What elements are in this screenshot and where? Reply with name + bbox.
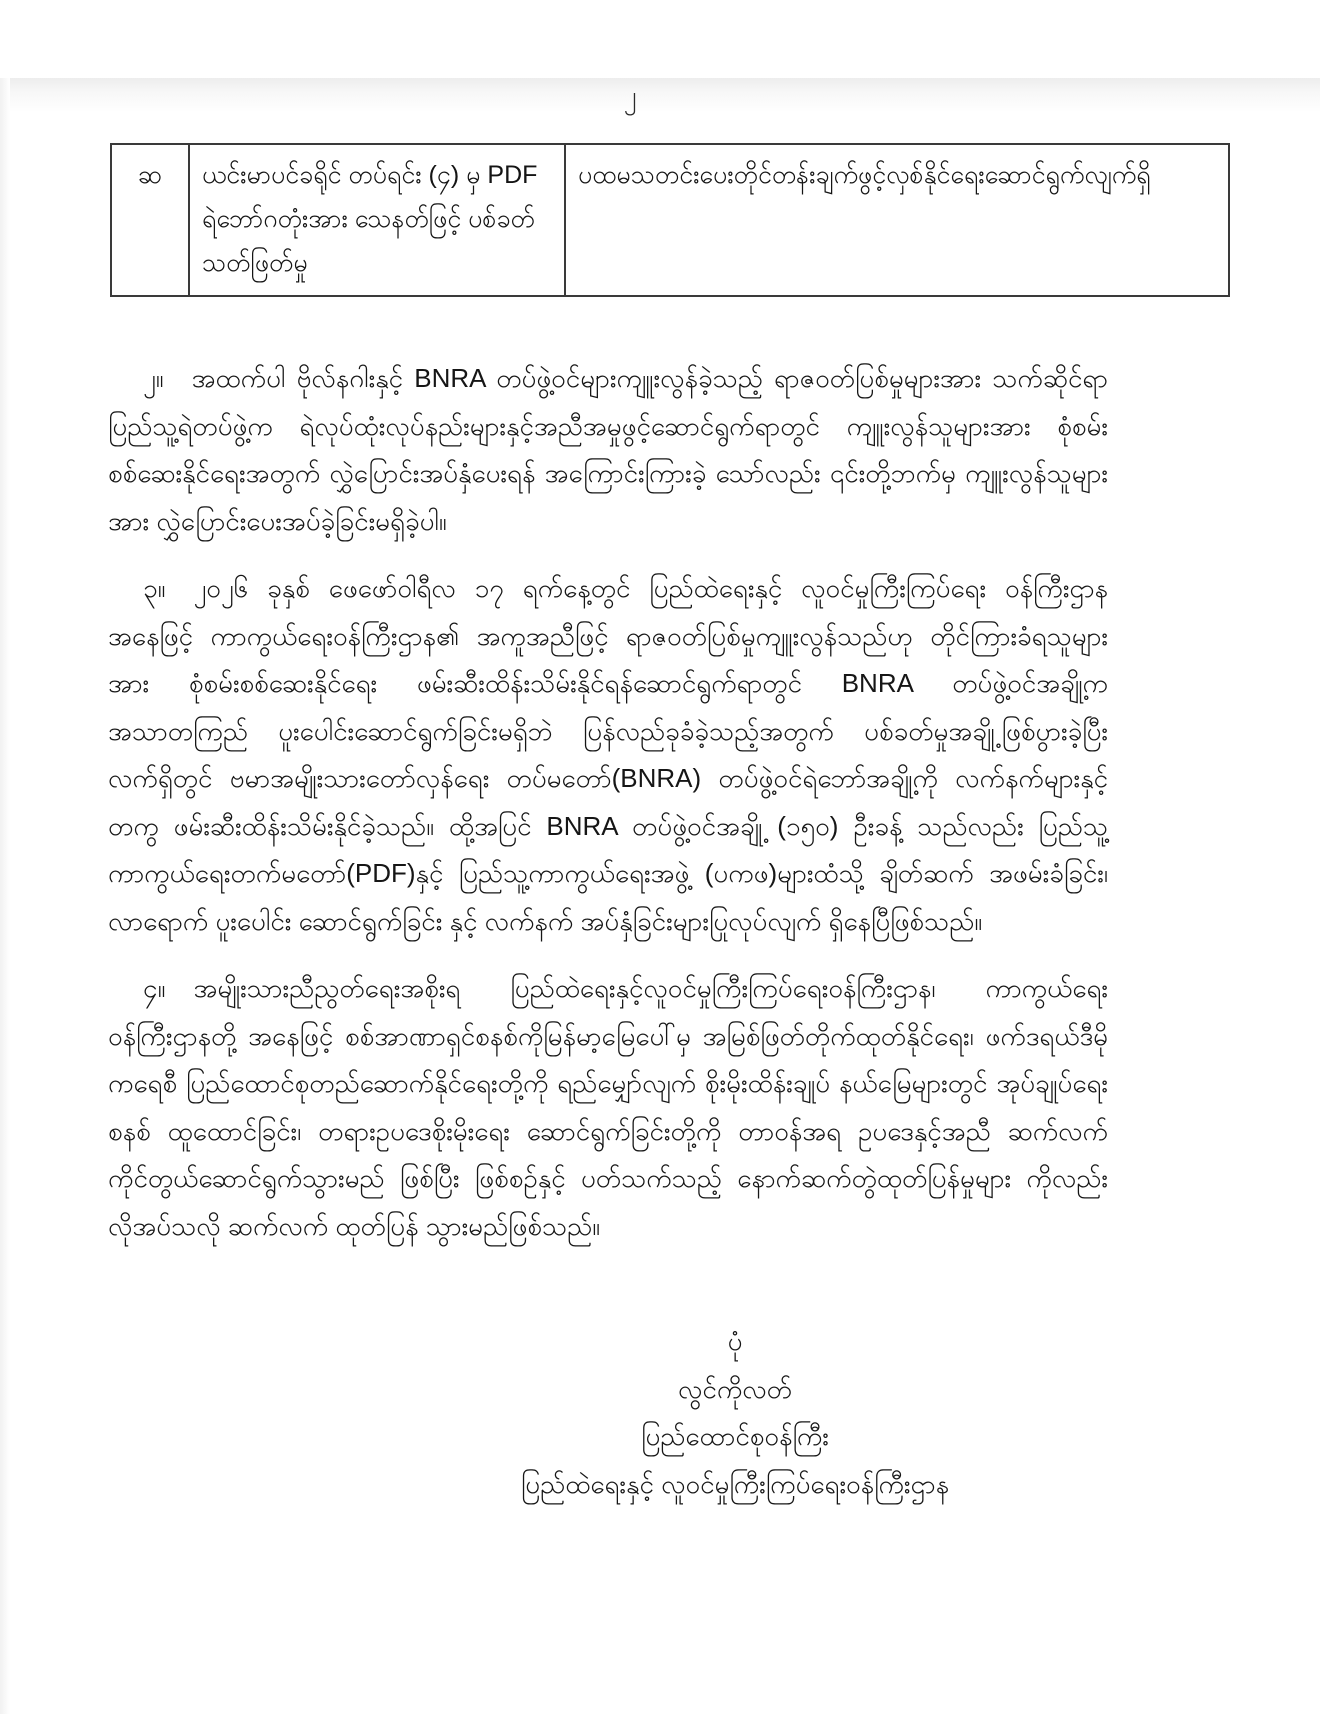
table-row (111, 144, 1229, 296)
page-number: ၂ (623, 80, 637, 110)
table-cell-case-description: ယင်းမာပင်ခရိုင် တပ်ရင်း (၄) မှ PDF ရဲဘော်ဂတုံးအား သေနတ်ဖြင့် ပစ်ခတ်သတ်ဖြတ်မှု (189, 144, 565, 296)
signatory-ministry: ပြည်ထဲရေးနှင့် လူဝင်မှုကြီးကြပ်ရေးဝန်ကြီးဌာန (520, 1468, 950, 1499)
paragraph-3-text: ၂၀၂၆ ခုနှစ် ဖေဖော်ဝါရီလ ၁၇ ရက်နေ့တွင် ပြည်ထဲရေးနှင့် လူဝင်မှုကြီးကြပ်ရေး ဝန်ကြီးဌာနအနေဖြင့် ကာကွယ်ရေးဝန်ကြီးဌာန၏ အကူအညီဖြင့် ရာဇဝတ်ပြစ်မှုကျူးလွန်သည်ဟု တိုင်ကြားခံရသူများအား စုံစမ်းစစ်ဆေးနိုင်ရေး ဖမ်းဆီးထိန်းသိမ်းနိုင်ရန်ဆောင်ရွက်ရာတွင် BNRA တပ်ဖွဲ့ဝင်အချို့က အသာတကြည် ပူးပေါင်းဆောင်ရွက်ခြင်းမရှိဘဲ ပြန်လည်ခုခံခဲ့သည့်အတွက် ပစ်ခတ်မှုအချို့ဖြစ်ပွားခဲ့ပြီး လက်ရှိတွင် ဗမာအမျိုးသားတော်လှန်ရေး တပ်မတော်(BNRA) တပ်ဖွဲ့ဝင်ရဲဘော်အချို့ကို လက်နက်များနှင့်တကွ ဖမ်းဆီးထိန်းသိမ်းနိုင်ခဲ့သည်။ ထို့အပြင် BNRA တပ်ဖွဲ့ဝင်အချို့ (၁၅၀) ဦးခန့် သည်လည်း ပြည်သူ့ကာကွယ်ရေးတက်မတော်(PDF)နှင့် ပြည်သူ့ကာကွယ်ရေးအဖွဲ့ (ပကဖ)များထံသို့ ချိတ်ဆက် အဖမ်းခံခြင်း၊ လာရောက် ပူးပေါင်း ဆောင်ရွက်ခြင်း နှင့် လက်နက် အပ်နှံခြင်းများပြုလုပ်လျက် ရှိနေပြီဖြစ်သည်။ (108, 573, 1108, 936)
table-cell-serial: ဆ (111, 144, 189, 296)
signatory-name: လွင်ကိုလတ် (678, 1373, 792, 1404)
paragraph-4-text: အမျိုးသားညီညွတ်ရေးအစိုးရ ပြည်ထဲရေးနှင့်လူဝင်မှုကြီးကြပ်ရေးဝန်ကြီးဌာန၊ ကာကွယ်ရေး ဝန်ကြီးဌာနတို့ အနေဖြင့် စစ်အာဏာရှင်စနစ်ကိုမြန်မာ့မြေပေါ်မှ အမြစ်ဖြတ်တိုက်ထုတ်နိုင်ရေး၊ ဖက်ဒရယ်ဒီမိုကရေစီ ပြည်ထောင်စုတည်ဆောက်နိုင်ရေးတို့ကို ရည်မျှော်လျက် စိုးမိုးထိန်းချုပ် နယ်မြေများတွင် အုပ်ချုပ်ရေးစနစ် ထူထောင်ခြင်း၊ တရားဥပဒေစိုးမိုးရေး ဆောင်ရွက်ခြင်းတို့ကို တာဝန်အရ ဥပဒေနှင့်အညီ ဆက်လက်ကိုင်တွယ်ဆောင်ရွက်သွားမည် ဖြစ်ပြီး ဖြစ်စဉ်နှင့် ပတ်သက်သည့် နောက်ဆက်တွဲထုတ်ပြန်မှုများ ကိုလည်း လိုအပ်သလို ဆက်လက် ထုတ်ပြန် သွားမည်ဖြစ်သည်။ (108, 973, 1108, 1241)
case-summary-table (110, 143, 1230, 297)
paragraph-4-number: ၄။ (143, 973, 166, 1003)
document-page (0, 78, 1320, 1508)
signatory-title: ပြည်ထောင်စုဝန်ကြီး (641, 1421, 829, 1451)
paragraph-3-number: ၃။ (143, 573, 166, 603)
paragraph-2 (108, 355, 1108, 545)
paragraph-4 (108, 965, 1108, 1250)
table-cell-status: ပထမသတင်းပေးတိုင်တန်းချက်ဖွင့်လှစ်နိုင်ရေးဆောင်ရွက်လျက်ရှိ (565, 144, 1229, 296)
paragraph-2-number: ၂။ (143, 363, 164, 393)
signature-block (235, 1318, 1235, 1508)
paragraph-3 (108, 565, 1108, 945)
signature-seal-label: ပုံ (727, 1326, 743, 1356)
document-body (108, 355, 1108, 1250)
paragraph-2-text: အထက်ပါ ဗိုလ်နဂါးနှင့် BNRA တပ်ဖွဲ့ဝင်များကျူးလွန်ခဲ့သည့် ရာဇဝတ်ပြစ်မှုများအား သက်ဆိုင်ရာ ပြည်သူ့ရဲတပ်ဖွဲ့က ရဲလုပ်ထုံးလုပ်နည်းများနှင့်အညီအမှုဖွင့်ဆောင်ရွက်ရာတွင် ကျူးလွန်သူများအား စုံစမ်းစစ်ဆေးနိုင်ရေးအတွက် လွှဲပြောင်းအပ်နှံပေးရန် အကြောင်းကြားခဲ့ သော်လည်း ၎င်းတို့ဘက်မှ ကျူးလွန်သူများအား လွှဲပြောင်းပေးအပ်ခဲ့ခြင်းမရှိခဲ့ပါ။ (108, 363, 1108, 536)
